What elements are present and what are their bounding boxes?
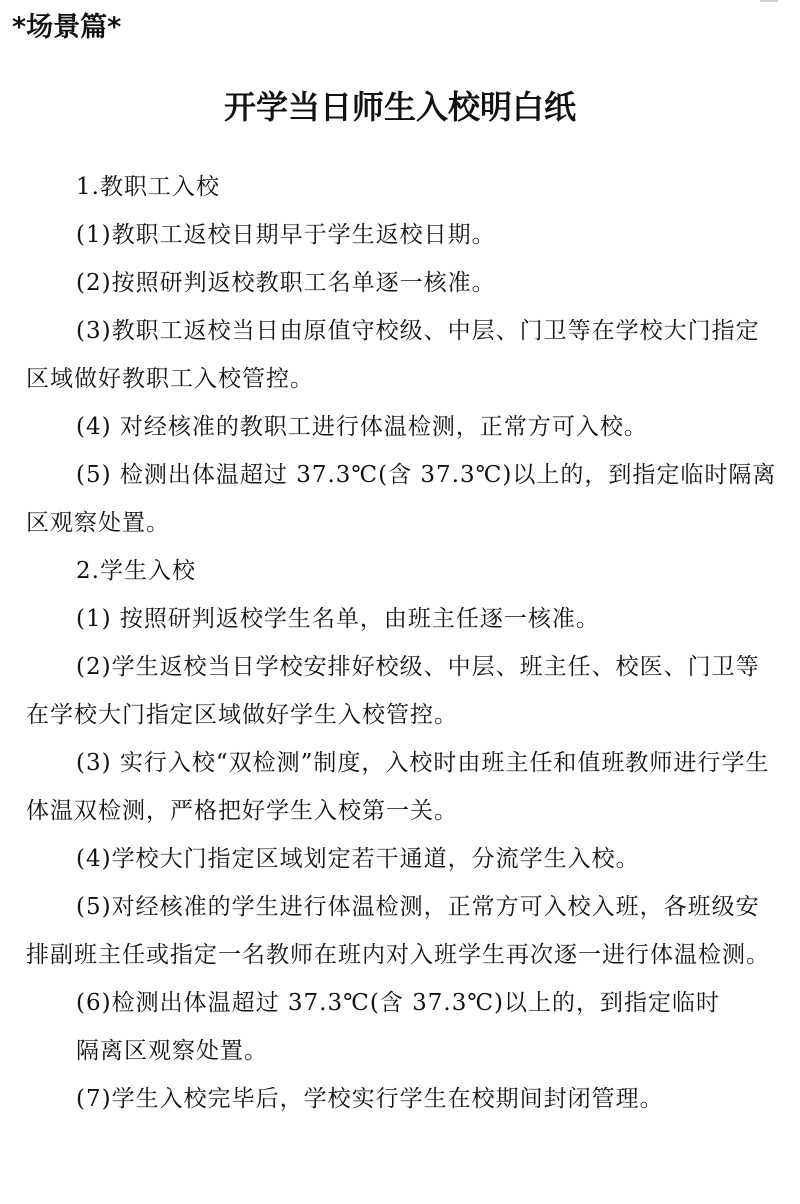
student-item-3: (3) 实行入校“双检测”制度，入校时由班主任和值班教师进行学生体温双检测，严格把好学生入校第一关。 — [26, 750, 770, 824]
staff-item-1: (1)教职工返校日期早于学生返校日期。 — [76, 222, 496, 248]
student-item-6-line-2: 隔离区观察处置。 — [76, 1038, 268, 1064]
student-item-7: (7)学生入校完毕后，学校实行学生在校期间封闭管理。 — [76, 1086, 664, 1112]
student-item-2: (2)学生返校当日学校安排好校级、中层、班主任、校医、门卫等在学校大门指定区域做好学生入校管控。 — [26, 654, 760, 728]
staff-item-3: (3)教职工返校当日由原值守校级、中层、门卫等在学校大门指定区域做好教职工入校管控。 — [26, 318, 760, 392]
student-item-1: (1) 按照研判返校学生名单，由班主任逐一核准。 — [76, 606, 600, 632]
student-item-6-line-1: (6)检测出体温超过 37.3℃(含 37.3℃)以上的，到指定临时 — [76, 990, 721, 1016]
student-item-5: (5)对经核准的学生进行体温检测，正常方可入校入班，各班级安排副班主任或指定一名教师在班内对入班学生再次逐一进行体温检测。 — [26, 894, 770, 968]
staff-item-2: (2)按照研判返校教职工名单逐一核准。 — [76, 270, 496, 296]
staff-item-4: (4) 对经核准的教职工进行体温检测，正常方可入校。 — [76, 414, 648, 440]
section-heading-students: 2.学生入校 — [76, 558, 196, 584]
document-title: 开学当日师生入校明白纸 — [223, 88, 576, 126]
document-body — [26, 163, 778, 1123]
student-item-4: (4)学校大门指定区域划定若干通道，分流学生入校。 — [76, 846, 640, 872]
staff-item-5: (5) 检测出体温超过 37.3℃(含 37.3℃)以上的，到指定临时隔离区观察处置。 — [26, 462, 777, 536]
section-heading-staff: 1.教职工入校 — [76, 174, 220, 200]
scene-tag: *场景篇* — [12, 12, 122, 43]
page-corner-mark — [760, 0, 778, 2]
